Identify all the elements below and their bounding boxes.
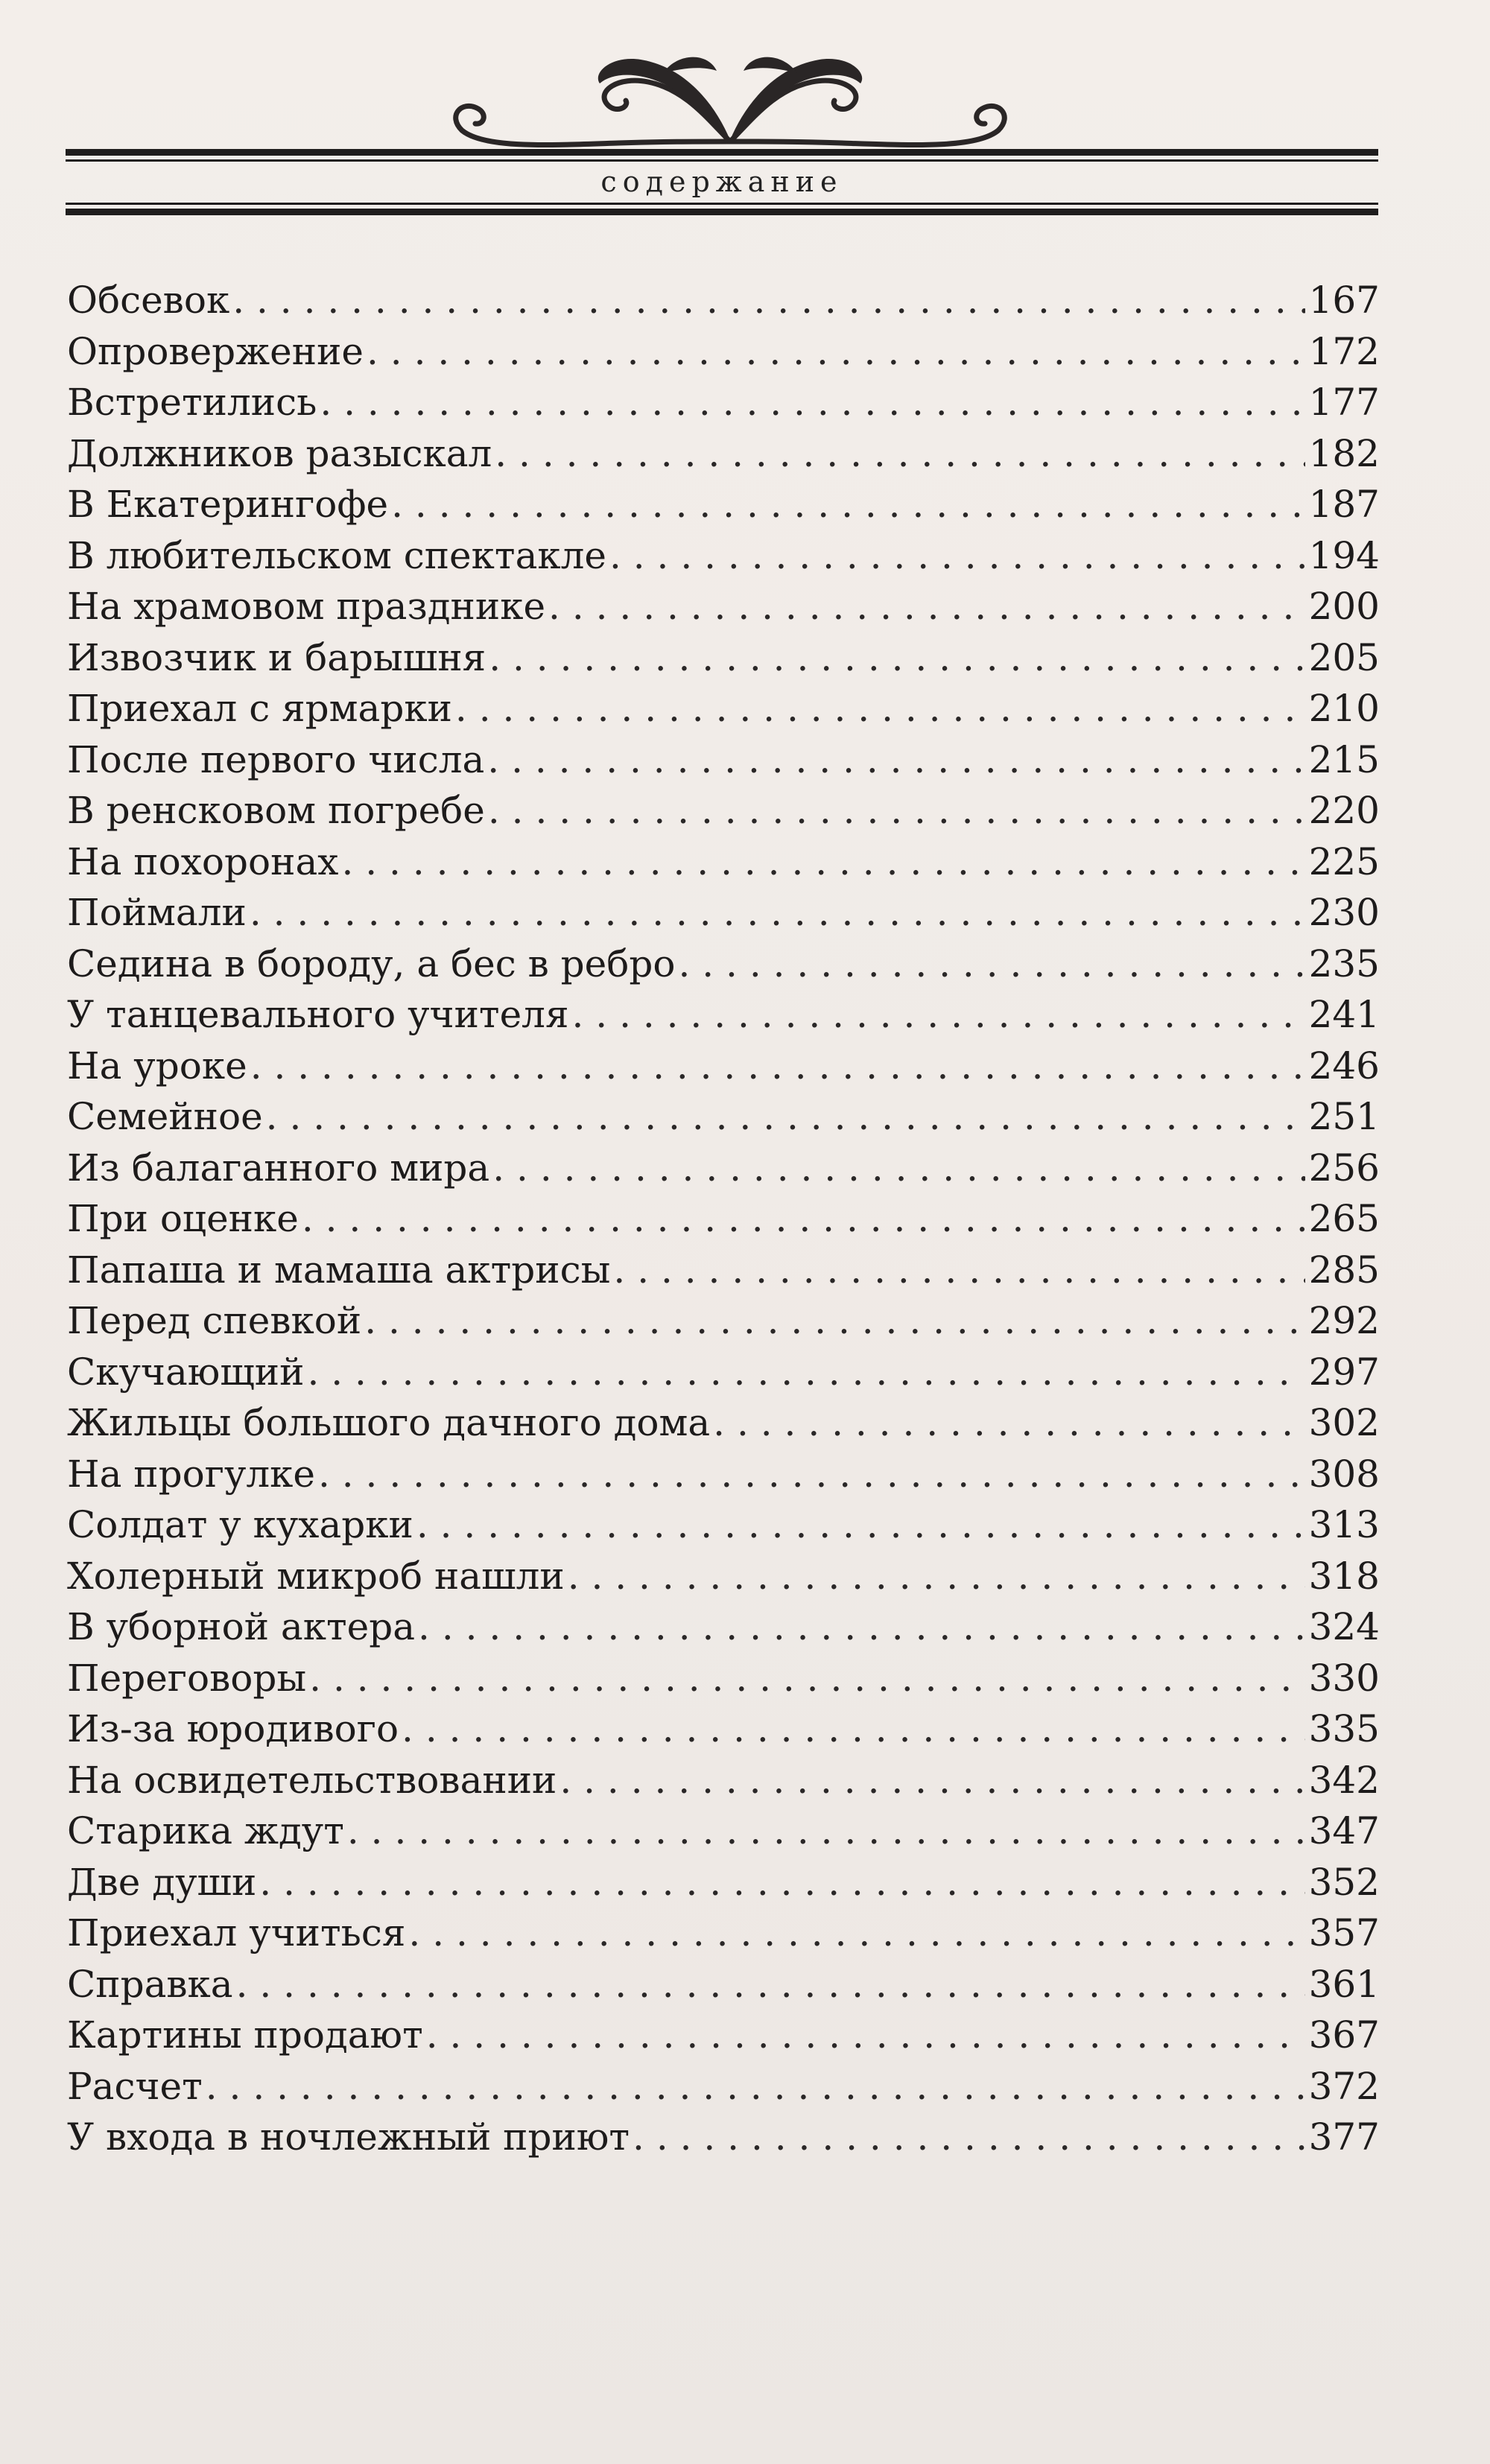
toc-entry-title: Жильцы большого дачного дома: [67, 1401, 711, 1444]
toc-entry-page: 225: [1308, 839, 1380, 883]
toc-entry-title: На похоронах: [67, 839, 339, 883]
toc-entry-title: В ренсковом погребе: [67, 789, 485, 832]
toc-entry-title: В любительском спектакле: [67, 533, 606, 577]
toc-entry: [67, 1143, 1380, 1194]
dot-leader: [266, 1091, 1305, 1143]
toc-entry-title: Старика ждут: [67, 1809, 344, 1852]
toc-entry-page: 182: [1308, 431, 1380, 475]
toc-entry-title: Встретились: [67, 381, 317, 424]
toc-entry-page: 256: [1308, 1146, 1380, 1190]
toc-entry-page: 265: [1308, 1197, 1380, 1240]
dot-leader: [713, 1397, 1305, 1449]
toc-entry-title: Должников разыскал: [67, 431, 492, 475]
dot-leader: [489, 632, 1305, 684]
dot-leader: [492, 1143, 1305, 1194]
toc-entry: [67, 887, 1380, 939]
toc-entry-title: У танцевального учителя: [67, 993, 569, 1036]
toc-entry-page: 347: [1308, 1809, 1380, 1852]
toc-entry: [67, 2112, 1380, 2163]
dot-leader: [633, 2112, 1305, 2163]
toc-entry-title: Извозчик и барышня: [67, 635, 486, 679]
dot-leader: [455, 683, 1305, 734]
toc-entry-title: Две души: [67, 1860, 257, 1904]
toc-entry-page: 210: [1308, 687, 1380, 730]
toc-entry-page: 357: [1308, 1911, 1380, 1955]
toc-entry-title: Картины продают: [67, 2013, 423, 2057]
toc-entry-title: Опровержение: [67, 329, 364, 373]
toc-entry-title: Папаша и мамаша актрисы: [67, 1248, 611, 1292]
dot-leader: [408, 1908, 1305, 1959]
dot-leader: [232, 275, 1305, 326]
dot-leader: [250, 1041, 1305, 1092]
toc-entry: [67, 1551, 1380, 1602]
toc-entry-page: 318: [1308, 1554, 1380, 1598]
dot-leader: [487, 734, 1305, 786]
dot-leader: [609, 530, 1305, 582]
dot-leader: [678, 939, 1305, 990]
dot-leader: [347, 1806, 1305, 1857]
toc-entry-page: 352: [1308, 1860, 1380, 1904]
toc-entry: [67, 275, 1380, 326]
toc-entry-title: Обсевок: [67, 279, 230, 322]
toc-entry: [67, 1041, 1380, 1092]
toc-entry-page: 235: [1308, 942, 1380, 985]
toc-entry-page: 241: [1308, 993, 1380, 1036]
toc-entry-page: 308: [1308, 1452, 1380, 1496]
toc-entry: [67, 1397, 1380, 1449]
toc-entry: [67, 836, 1380, 888]
toc-entry-title: Приехал учиться: [67, 1911, 406, 1955]
dot-leader: [402, 1703, 1305, 1755]
toc-entry: [67, 1091, 1380, 1143]
toc-entry-page: 187: [1308, 483, 1380, 526]
toc-entry-page: 367: [1308, 2013, 1380, 2057]
dot-leader: [259, 1857, 1305, 1908]
toc-entry: [67, 734, 1380, 786]
toc-entry: [67, 377, 1380, 428]
toc-entry: [67, 1601, 1380, 1653]
dot-leader: [307, 1347, 1305, 1398]
table-of-contents: [67, 275, 1380, 2163]
dot-leader: [367, 326, 1305, 378]
toc-entry-page: 324: [1308, 1605, 1380, 1648]
toc-entry: [67, 1755, 1380, 1806]
toc-entry-page: 377: [1308, 2115, 1380, 2159]
dot-leader: [495, 428, 1305, 480]
toc-entry-page: 194: [1308, 533, 1380, 577]
toc-entry-page: 230: [1308, 891, 1380, 934]
toc-entry-title: Солдат у кухарки: [67, 1503, 413, 1546]
toc-entry-title: При оценке: [67, 1197, 299, 1240]
toc-entry: [67, 479, 1380, 530]
toc-entry-title: Перед спевкой: [67, 1299, 362, 1342]
toc-entry: [67, 1499, 1380, 1551]
toc-entry: [67, 1193, 1380, 1245]
dot-leader: [236, 1959, 1305, 2010]
dot-leader: [426, 2010, 1305, 2061]
top-thick-rule: [66, 149, 1378, 156]
toc-entry-title: Седина в бороду, а бес в ребро: [67, 942, 676, 985]
toc-entry-page: 292: [1308, 1299, 1380, 1342]
toc-entry: [67, 326, 1380, 378]
toc-entry: [67, 1908, 1380, 1959]
bottom-thin-rule: [66, 203, 1378, 205]
toc-entry: [67, 1703, 1380, 1755]
dot-leader: [418, 1601, 1305, 1653]
toc-entry-page: 220: [1308, 789, 1380, 832]
toc-entry-title: На храмовом празднике: [67, 585, 546, 628]
dot-leader: [341, 836, 1305, 888]
dot-leader: [613, 1245, 1305, 1296]
toc-entry-page: 177: [1308, 381, 1380, 424]
toc-entry-title: Переговоры: [67, 1656, 307, 1700]
toc-entry-page: 335: [1308, 1707, 1380, 1750]
toc-entry-title: На прогулке: [67, 1452, 315, 1496]
toc-entry-page: 285: [1308, 1248, 1380, 1292]
toc-entry-page: 372: [1308, 2064, 1380, 2108]
toc-entry-title: Расчет: [67, 2064, 203, 2108]
toc-entry-title: Холерный микроб нашли: [67, 1554, 565, 1598]
toc-entry: [67, 632, 1380, 684]
toc-entry-page: 205: [1308, 635, 1380, 679]
toc-entry-page: 302: [1308, 1401, 1380, 1444]
toc-entry: [67, 581, 1380, 632]
dot-leader: [391, 479, 1305, 530]
toc-entry-title: Справка: [67, 1962, 233, 2006]
toc-entry-page: 297: [1308, 1350, 1380, 1394]
toc-entry: [67, 989, 1380, 1041]
toc-entry: [67, 1295, 1380, 1347]
toc-entry: [67, 2061, 1380, 2112]
toc-entry: [67, 1959, 1380, 2010]
toc-entry-title: У входа в ночлежный приют: [67, 2115, 630, 2159]
toc-entry-title: В Екатерингофе: [67, 483, 389, 526]
toc-entry-title: После первого числа: [67, 737, 485, 781]
dot-leader: [250, 887, 1305, 939]
dot-leader: [572, 989, 1306, 1041]
toc-entry: [67, 530, 1380, 582]
dot-leader: [318, 1449, 1305, 1500]
toc-entry: [67, 1347, 1380, 1398]
toc-entry-title: Скучающий: [67, 1350, 305, 1394]
dot-leader: [548, 581, 1305, 632]
dot-leader: [320, 377, 1305, 428]
toc-entry: [67, 683, 1380, 734]
toc-entry: [67, 785, 1380, 836]
dot-leader: [309, 1653, 1305, 1704]
contents-heading: содержание: [600, 165, 843, 198]
toc-entry-page: 361: [1308, 1962, 1380, 2006]
toc-entry: [67, 939, 1380, 990]
toc-entry-page: 246: [1308, 1044, 1380, 1087]
toc-entry-page: 167: [1308, 279, 1380, 322]
toc-entry: [67, 1653, 1380, 1704]
toc-entry-page: 342: [1308, 1758, 1380, 1802]
dot-leader: [302, 1193, 1305, 1245]
dot-leader: [568, 1551, 1305, 1602]
toc-entry: [67, 1449, 1380, 1500]
toc-entry-title: На освидетельствовании: [67, 1758, 557, 1802]
toc-entry-title: На уроке: [67, 1044, 247, 1087]
toc-entry: [67, 1245, 1380, 1296]
dot-leader: [416, 1499, 1305, 1551]
toc-entry: [67, 2010, 1380, 2061]
toc-entry-title: Из-за юродивого: [67, 1707, 399, 1750]
toc-entry-page: 313: [1308, 1503, 1380, 1546]
toc-entry-title: Поймали: [67, 891, 247, 934]
toc-entry-page: 251: [1308, 1095, 1380, 1138]
toc-entry: [67, 428, 1380, 480]
toc-entry-title: Из балаганного мира: [67, 1146, 490, 1190]
toc-entry: [67, 1806, 1380, 1857]
toc-entry-page: 200: [1308, 585, 1380, 628]
toc-entry: [67, 1857, 1380, 1908]
toc-entry-title: В уборной актера: [67, 1605, 416, 1648]
dot-leader: [488, 785, 1305, 836]
dot-leader: [364, 1295, 1305, 1347]
dot-leader: [559, 1755, 1305, 1806]
toc-entry-title: Приехал с ярмарки: [67, 687, 452, 730]
toc-entry-page: 172: [1308, 329, 1380, 373]
bottom-thick-rule: [66, 209, 1378, 215]
toc-entry-page: 330: [1308, 1656, 1380, 1700]
toc-entry-title: Семейное: [67, 1095, 263, 1138]
ornament-flourish-icon: [440, 30, 1021, 164]
dot-leader: [206, 2061, 1305, 2112]
toc-entry-page: 215: [1308, 737, 1380, 781]
